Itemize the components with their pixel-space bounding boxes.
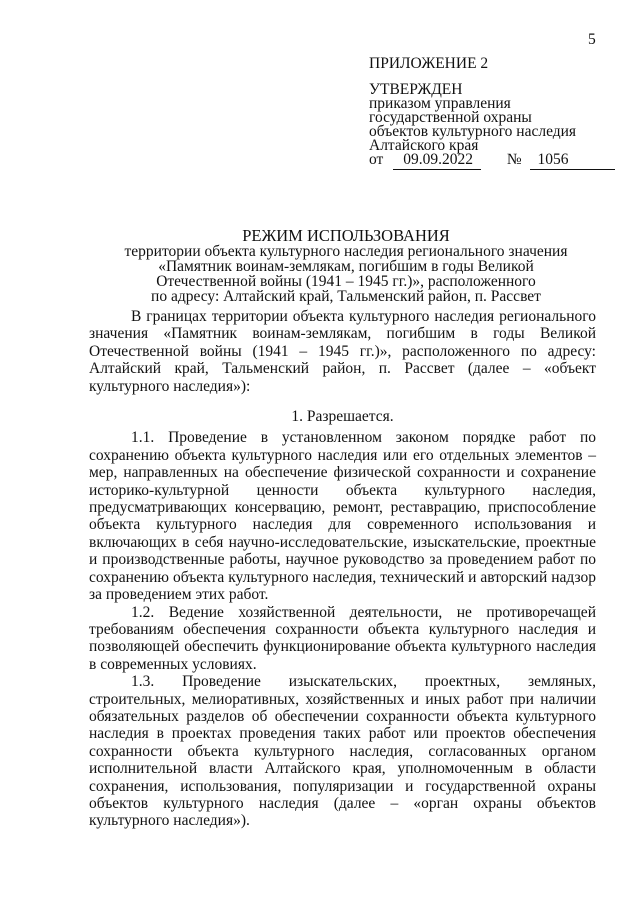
title-line: Отечественной войны (1941 – 1945 гг.)», расположенного	[156, 273, 536, 290]
approval-line: государственной охраны	[369, 109, 532, 126]
title-line: территории объекта культурного наследия регионального значения	[124, 243, 568, 260]
clause-paragraph: 1.1. Проведение в установленном законом порядке работ по сохранению объекта культурного наследия или его отдельных элементов – мер, направленных на обеспечение физической сохранности и сохранение историко-культурной ценности объекта культурного наследия, предусматривающих консервацию, ремонт, реставрацию, приспособление объекта культурного наследия для современного использования и включающих в себя научно-исследовательские, изыскательские, проектные и производственные работы, научное руководство за проведением работ по сохранению объекта культурного наследия, технический и авторский надзор за проведением этих работ.	[89, 429, 596, 604]
order-number: 1056	[530, 151, 615, 170]
approval-line: Алтайского края	[369, 137, 479, 154]
title-line: по адресу: Алтайский край, Тальменский район, п. Рассвет	[151, 288, 541, 305]
approval-line: приказом управления	[369, 95, 511, 112]
approval-block	[369, 57, 576, 153]
intro-paragraph: В границах территории объекта культурного наследия регионального значения «Памятник воинам-землякам, погибшим в годы Великой Отечественной войны (1941 – 1945 гг.)», расположенного по адресу: Алтайский край, Тальменский район, п. Рассвет (далее – «объект культурного наследия»):	[89, 308, 596, 395]
approved-label: УТВЕРЖДЕН	[369, 81, 463, 98]
approval-line: объектов культурного наследия	[369, 123, 577, 140]
order-date: 09.09.2022	[393, 151, 481, 170]
clause-paragraph: 1.2. Ведение хозяйственной деятельности, не противоречащей требованиям обеспечения сохранности объекта культурного наследия и позволяющей обеспечить функционирование объекта культурного наследия в современных условиях.	[89, 603, 596, 673]
section-heading: 1. Разрешается.	[291, 408, 394, 426]
title-main: РЕЖИМ ИСПОЛЬЗОВАНИЯ	[242, 226, 450, 245]
document-title	[86, 227, 606, 304]
order-reference	[369, 151, 615, 170]
page-number: 5	[588, 31, 596, 48]
clause-paragraph: 1.3. Проведение изыскательских, проектных, земляных, строительных, мелиоративных, хозяйственных и иных работ при наличии обязательных разделов об обеспечении сохранности объекта культурного наследия в проектах проведения таких работ или проектов обеспечения сохранности объекта культурного наследия, согласованных органом исполнительной власти Алтайского края, уполномоченным в области сохранения, использования, популяризации и государственной охраны объектов культурного наследия (далее – «орган охраны объектов культурного наследия»).	[89, 673, 596, 830]
title-line: «Памятник воинам-землякам, погибшим в годы Великой	[158, 258, 534, 275]
appendix-label: ПРИЛОЖЕНИЕ 2	[369, 55, 489, 72]
document-body	[89, 308, 596, 830]
order-from-label: от	[369, 151, 384, 168]
order-number-sign: №	[506, 151, 522, 168]
